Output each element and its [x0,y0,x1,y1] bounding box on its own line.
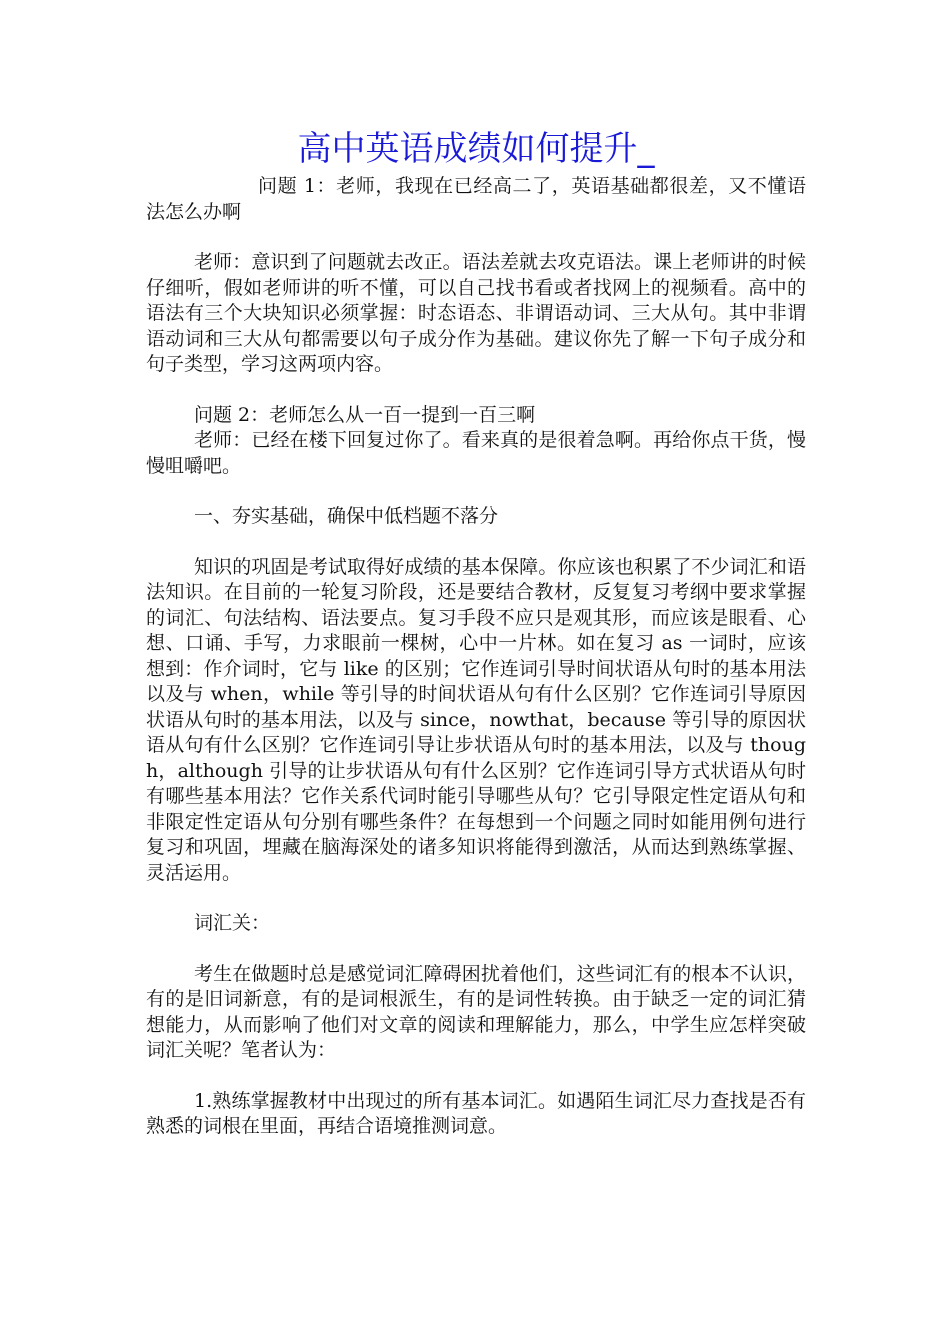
document-body [146,124,806,1140]
paragraph-gap [146,1064,806,1089]
paragraph-gap [146,530,806,555]
section-heading-1: 一、夯实基础，确保中低档题不落分 [194,505,499,527]
paragraph-gap [146,378,806,403]
point-1-paragraph: 1.熟练掌握教材中出现过的所有基本词汇。如遇陌生词汇尽力查找是否有熟悉的词根在里面，再结合语境推测词意。 [146,1089,806,1137]
answer-1: 老师：意识到了问题就去改正。语法差就去攻克语法。课上老师讲的时候仔细听，假如老师讲的听不懂，可以自己找书看或者找网上的视频看。高中的语法有三个大块知识必须掌握：时态语态、非谓语动词、三大从句。其中非谓语动词和三大从句都需要以句子成分作为基础。建议你先了解一下句子成分和句子类型，学习这两项内容。 [146,251,806,375]
paragraph-gap [146,225,806,250]
paragraph-gap [146,479,806,504]
paragraph-gap [146,886,806,911]
document-title: 高中英语成绩如何提升_ [297,129,655,169]
vocabulary-heading: 词汇关： [194,912,271,934]
question-1: 问题 1：老师，我现在已经高二了，英语基础都很差，又不懂语法怎么办啊 [146,175,806,223]
paragraph-gap [146,937,806,962]
vocabulary-paragraph: 考生在做题时总是感觉词汇障碍困扰着他们，这些词汇有的根本不认识，有的是旧词新意，有的是词根派生，有的是词性转换。由于缺乏一定的词汇猜想能力，从而影响了他们对文章的阅读和理解能力，那么，中学生应怎样突破词汇关呢？笔者认为： [146,962,806,1061]
answer-2: 老师：已经在楼下回复过你了。看来真的是很着急啊。再给你点干货，慢慢咀嚼吧。 [146,429,806,477]
question-2: 问题 2：老师怎么从一百一提到一百三啊 [194,403,536,426]
knowledge-paragraph: 知识的巩固是考试取得好成绩的基本保障。你应该也积累了不少词汇和语法知识。在目前的一轮复习阶段，还是要结合教材，反复复习考纲中要求掌握的词汇、句法结构、语法要点。复习手段不应只是观其形，而应该是眼看、心想、口诵、手写，力求眼前一棵树，心中一片林。如在复习 as 一词时，应该想到：作介词时，它与 like 的区别；它作连词引导时间状语从句时的基本用法以及与 when，while 等引导的时间状语从句有什么区别？它作连词引导原因状语从句时的基本用法，以及与 since，nowthat，because 等引导的原因状语从句有什么区别？它作连词引导让步状语从句时的基本用法，以及与 though，although 引导的让步状语从句有什么区别？它作连词引导方式状语从句时有哪些基本用法？它作关系代词时能引导哪些从句？它引导限定性定语从句和非限定性定语从句分别有哪些条件？在每想到一个问题之同时如能用例句进行复习和巩固，埋藏在脑海深处的诸多知识将能得到激活，从而达到熟练掌握、灵活运用。 [146,555,806,884]
